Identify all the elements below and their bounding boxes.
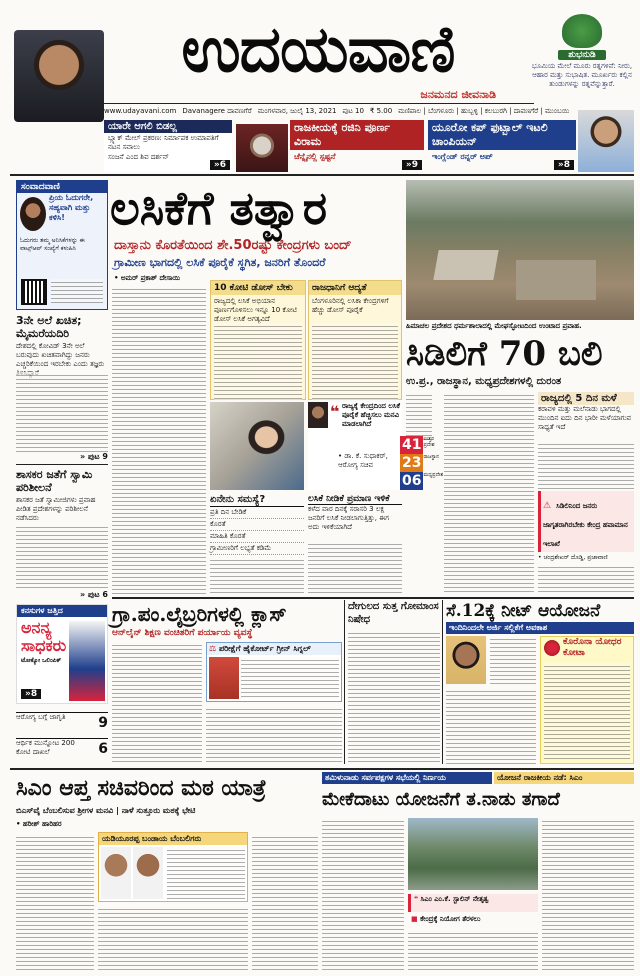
sidebar-story-2[interactable] xyxy=(16,468,108,600)
teaser-rule xyxy=(10,174,634,176)
stat-label: ರಾಜಸ್ಥಾನ xyxy=(423,454,439,460)
vertical-rule xyxy=(442,600,443,764)
side-body: ಕರಾವಳಿ ಮತ್ತು ಮಲೆನಾಡು ಭಾಗದಲ್ಲಿ ಮುಂದಿನ ಐದು ದಿನ ಭಾರೀ ಮಳೆಯಾಗುವ ಸಾಧ್ಯತೆ ಇದೆ xyxy=(538,405,632,431)
section-rule xyxy=(112,597,634,599)
teaser-1-sub: ಬ್ಲ್ಯಾಕ್ ಮೇಲ್ ಪ್ರಕರಣ: ನಿರ್ಮಾಪಕ ಉಮಾಪತಿಗೆ ನಟನ ಸವಾಲು xyxy=(108,134,219,151)
story-2-page: » ಪುಟ 6 xyxy=(79,590,108,599)
footballer-photo xyxy=(578,110,634,172)
neet-headline: ಸೆ.12ಕ್ಕೆ ನೀಟ್ ಆಯೋಜನೆ xyxy=(446,601,601,621)
shubhanudi-title: ಶುಭನುಡಿ xyxy=(558,50,606,60)
court-photo xyxy=(209,657,239,699)
warning-icon: ⚠ xyxy=(543,501,552,511)
story-2-title: ಶಾಸಕರ ಜತೆಗೆ ಸ್ವಾಮಿ ಪರಿಶೀಲನೆ xyxy=(16,468,93,494)
side-title: ರಾಜ್ಯದಲ್ಲಿ 5 ದಿನ ಮಳೆ xyxy=(538,392,634,405)
kanasu-page: »8 xyxy=(21,689,41,699)
dam-photo xyxy=(408,818,538,890)
sanvad-box xyxy=(16,180,108,310)
bullet-icon: ■ xyxy=(411,915,418,923)
sanvad-title: ಪ್ರಿಯ ಓದುಗರೇ, ಸಹ್ಯವಾಗಿ ಮತ್ತು ಕಳಿಸಿ! xyxy=(49,193,94,222)
stat-row xyxy=(400,472,444,490)
box-3-item: ಗ್ರಾಮೀಣರಿಗೆ ಲಭ್ಯತೆ ಕಡಿಮೆ xyxy=(210,543,304,555)
lightning-stats xyxy=(400,436,444,492)
lead-box-1 xyxy=(210,280,306,400)
kanasu-title: ಅನನ್ಯ ಸಾಧಕರು xyxy=(21,618,67,655)
stat-row xyxy=(400,436,440,454)
story-1-title: 3ನೇ ಅಲೆ ಖಚಿತ; ಮೈಮರೆಯದಿರಿ xyxy=(16,314,82,340)
cm-headline: ಸಿಎಂ ಆಪ್ತ ಸಚಿವರಿಂದ ಮಠ ಯಾತ್ರೆ xyxy=(16,775,267,801)
side-text xyxy=(538,564,634,594)
flood-photo xyxy=(406,180,634,320)
cm-byline: • ಹರೀಶ್ ಹಾರಿಹರ xyxy=(16,820,62,828)
library-box-title xyxy=(207,643,341,655)
teaser-1[interactable] xyxy=(104,120,232,172)
lead-box-2 xyxy=(308,280,402,400)
library-box-text: ಪರೀಕ್ಷೆಗೆ ಹೈಕೋರ್ಟ್ ಗ್ರೀನ್ ಸಿಗ್ನಲ್ xyxy=(218,644,311,653)
sanvad-body: ಓದುಗರು ತಮ್ಮ ಅನಿಸಿಕೆಗಳನ್ನು ಈ ವಾಟ್ಸ್‌ಆಪ್ ಸಂಖ್ಯೆಗೆ ಕಳುಹಿಸಿ xyxy=(20,237,85,252)
lead-box-4 xyxy=(308,494,402,594)
box-3-title: ಏನೇನು ಸಮಸ್ಯೆ? xyxy=(210,494,304,507)
box-3-item: ಕೊರತೆ xyxy=(210,519,304,531)
story-1-page: » ಪುಟ 9 xyxy=(79,452,108,461)
index-1-page: 9 xyxy=(98,715,108,731)
box-4-text xyxy=(308,541,402,593)
lead-column-1 xyxy=(112,286,206,594)
side-warn xyxy=(538,491,634,552)
mekedatu-box-2 xyxy=(408,914,538,928)
lightning-column-2 xyxy=(444,392,534,592)
teaser-2[interactable] xyxy=(290,120,424,172)
teaser-1-page: »6 xyxy=(210,160,230,170)
sanvad-photo xyxy=(20,197,46,231)
teaser-2-page: »9 xyxy=(402,160,422,170)
neet-box-title: ಕೊರೊನಾ ಯೋಧರ ಕೋಟಾ xyxy=(563,637,622,658)
teaser-3-title: ಯೂರೋ ಕಪ್ ಫುಟ್ಬಾಲ್ ಇಟಲಿ ಚಾಂಪಿಯನ್ xyxy=(428,120,576,150)
minister-photo xyxy=(446,636,486,684)
box-3-item: ಪ್ರತಿ ದಿನ ಬೇಡಿಕೆ xyxy=(210,507,304,519)
stat-label: ಮಧ್ಯಪ್ರದೇಶ xyxy=(423,472,444,478)
kanasu-head: ಕನಸುಗಳ ಜತ್ತಿದ xyxy=(17,605,107,617)
box-3-item: ಮಾಹಿತಿ ಕೊರತೆ xyxy=(210,531,304,543)
stat-row xyxy=(400,454,440,472)
box-1-text xyxy=(214,323,302,403)
box-1-title: 10 ಕೋಟಿ ಡೋಸ್ ಬೇಕು xyxy=(211,281,305,295)
stat-number: 41 xyxy=(402,437,422,453)
deguladu-headline: ದೇಗುಲದ ಸುತ್ತ ಗೋಮಾಂಸ ನಿಷೇಧ xyxy=(348,601,439,625)
side-byline: • ಚಂದ್ರಶೇಖರ್ ದೊಡ್ಡಿ, ಪ್ರಜಾವಾಣಿ xyxy=(538,554,608,561)
neet-box-text xyxy=(544,663,630,759)
website[interactable]: www.udayavani.com xyxy=(104,107,177,115)
lead-box-3 xyxy=(210,494,304,594)
deguladu-column xyxy=(348,630,440,764)
sidebar-story-1[interactable] xyxy=(16,314,108,462)
teaser-3-page: »8 xyxy=(554,160,574,170)
kanasu-badge: ಟೋಕ್ಯೋ ಒಲಿಂಪಿಕ್ xyxy=(21,657,62,664)
box-2-body: ಬೆಂಗಳೂರಿನಲ್ಲಿ ಲಸಿಕಾ ಕೇಂದ್ರಗಳಿಗೆ ಹೆಚ್ಚು ಡೋಸ್ ಪೂರೈಕೆ xyxy=(312,297,389,314)
story-1-text xyxy=(16,372,108,452)
stat-number: 06 xyxy=(402,473,422,489)
library-box-lines xyxy=(241,657,339,699)
dateline xyxy=(104,105,634,117)
library-column-2 xyxy=(206,706,342,762)
shubhanudi-text: ಭೂಮಿಯ ಮೇಲೆ ಮೂರು ರತ್ನಗಳಿವೆ: ನೀರು, ಆಹಾರ ಮತ್ತು ಸುಭಾಷಿತ. ಮೂರ್ಖರು ಕಲ್ಲಿನ ತುಂಡುಗಳನ್ನು ರತ್ನವೆನ್ನುತ್ತಾರೆ. xyxy=(531,62,633,88)
mekedatu-column-3 xyxy=(542,818,634,970)
lightning-side xyxy=(538,392,634,592)
teaser-1-byline: ಸಂಜನೆ ಎಂದ ಶಿವ ದರ್ಶನ್ xyxy=(108,153,169,161)
sanvad-text xyxy=(51,279,103,303)
index-item-2[interactable] xyxy=(16,738,108,764)
box-2-text xyxy=(312,323,398,403)
box-4-body: ಕಳೆದ ವಾರ ದಿನಕ್ಕೆ ಸರಾಸರಿ 3 ಲಕ್ಷ ಜನರಿಗೆ ಲಸಿಕೆ ನೀಡಲಾಗುತ್ತಿತ್ತು, ಈಗ ಅದು ಇಳಿಕೆಯಾಗಿದೆ xyxy=(308,505,390,531)
gavel-icon: ⚖ xyxy=(209,644,217,653)
cm-column-1 xyxy=(16,834,94,970)
tree-icon xyxy=(562,14,602,48)
index-1-label: ಆರೋಗ್ಯ ಬಗ್ಗೆ ಜಾಗೃತಿ xyxy=(16,713,66,721)
library-column-1 xyxy=(112,642,202,762)
mekedatu-box-2-text: ಕೇಂದ್ರಕ್ಕೆ ನಿಯೋಗ ತೆರಳಲು xyxy=(420,915,481,923)
neet-subhead: ಇಂದಿನಿಂದಲೇ ಅರ್ಜಿ ಸಲ್ಲಿಕೆಗೆ ಅವಕಾಶ xyxy=(446,622,634,634)
divider xyxy=(16,464,108,465)
cm-box xyxy=(98,832,248,902)
index-2-page: 6 xyxy=(98,741,108,757)
cm-column-3 xyxy=(252,834,318,970)
teaser-3-sub: ಇಂಗ್ಲೆಂಡ್ ರನ್ನರ್ ಅಪ್ xyxy=(432,152,493,161)
mekedatu-box-1-text: ಸಿಎಂ ಎಂ.ಕೆ. ಸ್ಟಾಲಿನ್ ನೇತೃತ್ವ xyxy=(420,895,489,903)
section-rule xyxy=(10,768,634,770)
lead-subhead-2: ಗ್ರಾಮೀಣ ಭಾಗದಲ್ಲಿ ಲಸಿಕೆ ಪೂರೈಕೆ ಸ್ಥಗಿತ, ಜನರಿಗೆ ತೊಂದರೆ xyxy=(114,256,326,269)
flood-photo-detail xyxy=(433,250,498,280)
sanvad-head: ಸಂವಾದವಾಣಿ xyxy=(17,181,107,193)
teaser-2-title: ರಾಜಕೀಯಕ್ಕೆ ರಜಿನಿ ಪೂರ್ಣ ವಿರಾಮ xyxy=(290,120,424,150)
lightning-headline: ಸಿಡಿಲಿಗೆ 70 ಬಲಿ xyxy=(406,334,603,374)
side-text xyxy=(538,441,634,489)
date: ಮಂಗಳವಾರ, ಜುಲೈ 13, 2021 xyxy=(257,107,337,115)
box-2-title: ರಾಜಧಾನಿಗೆ ಆದ್ಯತೆ xyxy=(309,281,401,295)
library-headline: ಗ್ರಾ.ಪಂ.ಲೈಬ್ರರಿಗಳಲ್ಲಿ ಕ್ಲಾಸ್ xyxy=(112,602,287,626)
teaser-2-sub: ಚೆನ್ನೈನಲ್ಲಿ ಸ್ಪಷ್ಟನೆ xyxy=(294,152,336,161)
quote-icon: ❝ xyxy=(330,402,340,421)
athlete-photo xyxy=(69,621,105,701)
cm-subhead: ಬಿಎಸ್‌ವೈ ಬೆಂಬಲಿಸುವ ಶ್ರೀಗಳ ಮನವಿ | ನಾಳೆ ಸುತ್ತೂರು ಮಠಕ್ಕೆ ಭೇಟಿ xyxy=(16,806,196,815)
shubhanudi-box xyxy=(530,14,634,106)
lead-byline: • ಅಮರ್ ಪ್ರಕಾಶ್ ದೇಸಾಯಿ xyxy=(114,274,181,282)
teaser-1-title: ಯಾರೇ ಆಗಲಿ ಬಿಡಲ್ಲ xyxy=(104,120,232,133)
box-4-title: ಲಸಿಕೆ ನೀಡಿಕೆ ಪ್ರಮಾಣ ಇಳಿಕೆ xyxy=(308,494,402,505)
masthead-title: ಉದಯವಾಣಿ xyxy=(181,12,455,87)
cities: ಮಣಿಪಾಲ | ಬೆಂಗಳೂರು | ಹುಬ್ಬಳ್ಳಿ | ಕಲಬುರಗಿ | ದಾವಣಗೆರೆ | ಮುಂಬಯಿ xyxy=(398,107,570,115)
story-2-body: ಶಾಸಕರ ಜತೆ ಸ್ವಾಮೀಜಿಗಳು ಪ್ರವಾಹ ಪೀಡಿತ ಪ್ರದೇಶಗಳನ್ನು ಪರಿಶೀಲನೆ ನಡೆಸಿದರು xyxy=(16,496,96,522)
lead-headline: ಲಸಿಕೆಗೆ ತತ್ವಾರ xyxy=(110,181,328,235)
kanasu-box[interactable] xyxy=(16,604,108,704)
masthead-tagline: ಜನಮನದ ಜೀವನಾಡಿ xyxy=(420,88,496,101)
actor-photo xyxy=(14,30,104,122)
virus-icon xyxy=(544,640,560,656)
lead-subhead: ದಾಸ್ತಾನು ಕೊರತೆಯಿಂದ ಶೇ.50ರಷ್ಟು ಕೇಂದ್ರಗಳು ಬಂದ್ xyxy=(114,238,352,253)
mekedatu-kicker-2: ಯೋಜನೆ ರಾಜಕೀಯ ನಡೆ: ಸಿಎಂ xyxy=(494,772,634,784)
neet-box xyxy=(540,636,634,764)
photo-caption: ಹಿಮಾಚಲ ಪ್ರದೇಶದ ಧರ್ಮಶಾಲಾದಲ್ಲಿ ಮೇಘಸ್ಫೋಟದಿಂದ ಉಂಟಾದ ಪ್ರವಾಹ. xyxy=(406,322,582,330)
teaser-2-photo xyxy=(236,124,288,172)
index-item-1[interactable] xyxy=(16,712,108,736)
quote-box xyxy=(308,402,402,490)
library-box xyxy=(206,642,342,702)
qr-code-icon[interactable] xyxy=(21,279,47,305)
price: ₹ 5.00 xyxy=(369,107,393,115)
speaker-photo xyxy=(308,402,328,428)
politician-photo xyxy=(133,847,163,899)
mekedatu-column-1 xyxy=(322,818,404,970)
cm-column-2 xyxy=(98,906,248,970)
masthead-rule xyxy=(104,103,534,104)
neet-column-2 xyxy=(490,636,536,686)
mekedatu-headline: ಮೇಕೆದಾಟು ಯೋಜನೆಗೆ ತ.ನಾಡು ತಗಾದೆ xyxy=(322,789,560,810)
politician-photo xyxy=(101,847,131,899)
vaccination-photo xyxy=(210,402,304,490)
lightning-column-1 xyxy=(406,392,432,440)
edition: Davanagere ದಾವಣಗೆರೆ xyxy=(182,107,252,115)
teaser-3[interactable] xyxy=(428,120,576,172)
stat-number: 23 xyxy=(402,455,422,471)
flood-photo-detail xyxy=(516,260,596,300)
warn-text: ಸಿಡಿಲಿನಿಂದ ಜನರು ಜಾಗೃತರಾಗಿರಬೇಕು ಕೇಂದ್ರ ಹವಾಮಾನ ಇಲಾಖೆ xyxy=(543,502,628,548)
box-3-text xyxy=(210,557,304,593)
lightning-subhead: ಉ.ಪ್ರ., ರಾಜಸ್ಥಾನ, ಮಧ್ಯಪ್ರದೇಶಗಳಲ್ಲಿ ದುರಂತ xyxy=(406,376,562,387)
mekedatu-kicker: ತಮಿಳುನಾಡು ಸರ್ವಪಕ್ಷಗಳ ಸಭೆಯಲ್ಲಿ ನಿರ್ಣಯ xyxy=(322,772,492,784)
mekedatu-column-2 xyxy=(408,930,538,970)
cm-box-title: ಯಡಿಯೂರಪ್ಪ ಬಂಡಾಯ ಬೆಂಬಲಿಗರು xyxy=(99,833,247,845)
quote-mark-icon: ❝ xyxy=(414,895,419,903)
mekedatu-box-1 xyxy=(408,894,538,912)
box-1-body: ರಾಜ್ಯದಲ್ಲಿ ಲಸಿಕೆ ಅಭಿಯಾನ ಪೂರ್ಣಗೊಳಿಸಲು ಇನ್ನೂ 10 ಕೋಟಿ ಡೋಸ್ ಲಸಿಕೆ ಅಗತ್ಯವಿದೆ xyxy=(214,297,297,323)
quote-text: ರಾಜ್ಯಕ್ಕೆ ಕೇಂದ್ರದಿಂದ ಲಸಿಕೆ ಪೂರೈಕೆ ಹೆಚ್ಚಿಸಲು ಮನವಿ ಮಾಡಲಾಗಿದೆ xyxy=(342,402,401,428)
vertical-rule xyxy=(344,600,345,764)
quote-by: • ಡಾ. ಕೆ. ಸುಧಾಕರ್, ಆರೋಗ್ಯ ಸಚಿವ xyxy=(338,452,388,469)
stat-label: ಉತ್ತರ ಪ್ರದೇಶ xyxy=(423,436,435,448)
neet-column-1 xyxy=(446,688,536,764)
index-2-label: ಆರ್ಥಿಕ ಮುನ್ನೋಟ 200 ಕೋಟಿ ದಾಖಲೆ xyxy=(16,739,75,756)
story-1-body: ದೇಶದಲ್ಲಿ ಕೋವಿಡ್ 3ನೇ ಅಲೆ ಬರುವುದು ಖಚಿತವಾಗಿದ್ದು ಜನರು ಎಚ್ಚರಿಕೆಯಿಂದ ಇರಬೇಕು ಎಂದು ತಜ್ಞರು xyxy=(16,342,105,368)
story-2-text xyxy=(16,524,108,590)
library-subhead: ಆನ್‌ಲೈನ್ ಶಿಕ್ಷಣ ವಂಚಿತರಿಗೆ ಪರ್ಯಾಯ ವ್ಯವಸ್ಥೆ xyxy=(112,628,253,638)
pages: ಪುಟ 10 xyxy=(342,107,364,115)
cm-box-text xyxy=(167,847,245,899)
